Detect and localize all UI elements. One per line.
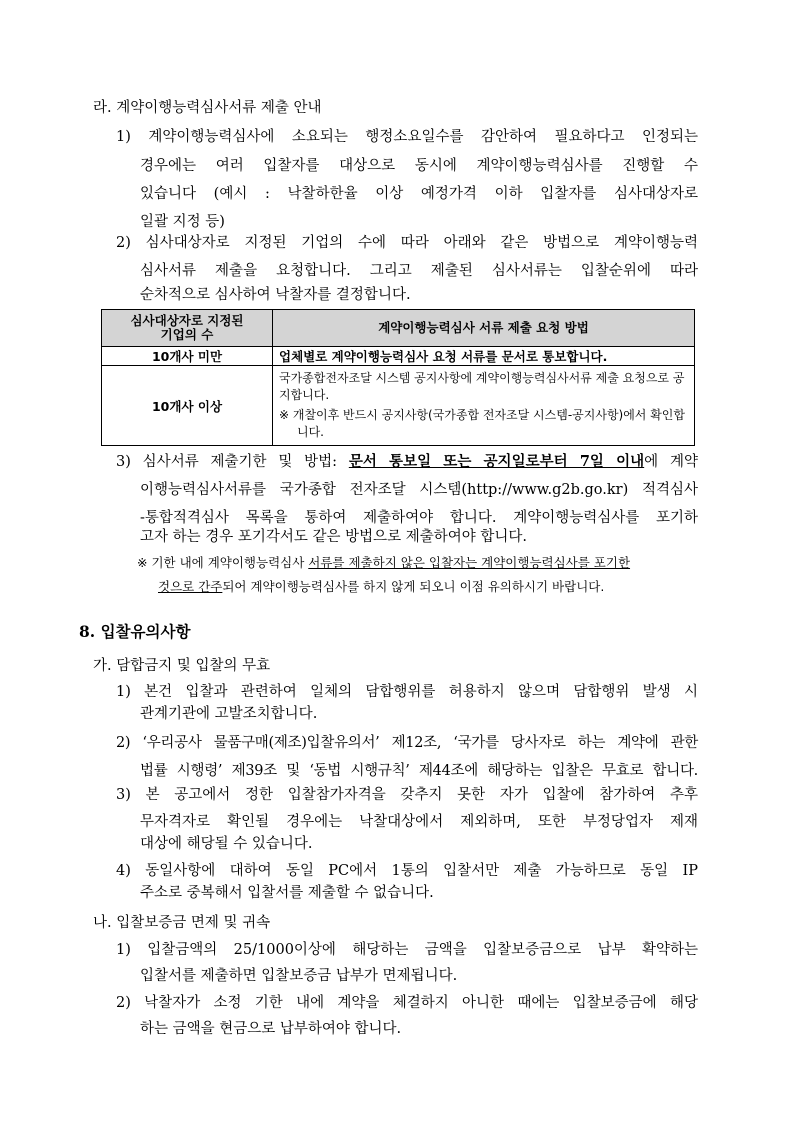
section-8-heading: 8. 입찰유의사항 — [79, 622, 191, 641]
ga-item1-line2: 관계기관에 고발조치합니다. — [140, 706, 318, 722]
ga-item4-line2: 주소로 중복해서 입찰서를 제출할 수 없습니다. — [140, 885, 434, 901]
ra-note-line2 — [158, 577, 604, 597]
ra-item3-line2: 이행능력심사서류를 국가종합 전자조달 시스템(http://www.g2b.go.kr) 적격심사 — [140, 482, 698, 498]
ga-item2-line2: 법률 시행령’ 제39조 및 ‘동법 시행규칙’ 제44조에 해당하는 입찰은 무효로 합니다. — [140, 763, 698, 779]
ra-item1-line4: 일괄 지정 등) — [140, 214, 225, 230]
row2-method — [273, 366, 695, 446]
row2-method-note: ※ 개찰이후 반드시 공지사항(국가종합 전자조달 시스템-공지사항)에서 확인합니다. — [279, 408, 685, 439]
header-col1-line1: 심사대상자로 지정된 — [130, 313, 244, 328]
row2-company-count: 10개사 이상 — [102, 366, 273, 446]
na-item1-line1: 1) 입찰금액의 25/1000이상에 해당하는 금액을 입찰보증금으로 납부 확약하는 — [116, 942, 698, 958]
ra-item3-line4: 고자 하는 경우 포기각서도 같은 방법으로 제출하여야 합니다. — [140, 529, 528, 545]
note-underlined-1: 서류를 제출하지 않은 입찰자는 계약이행능력심사를 포기한 — [308, 555, 631, 570]
item3-suffix: 에 계약 — [644, 454, 698, 470]
row1-method: 업체별로 계약이행능력심사 요청 서류를 문서로 통보합니다. — [273, 347, 695, 366]
ra-item1-line2: 경우에는 여러 입찰자를 대상으로 동시에 계약이행능력심사를 진행할 수 — [140, 158, 698, 174]
section-8-ga-heading: 가. 담합금지 및 입찰의 무효 — [93, 658, 271, 674]
ga-item3-line3: 대상에 해당될 수 있습니다. — [140, 836, 313, 852]
ra-item2-line3: 순차적으로 심사하여 낙찰자를 결정합니다. — [140, 287, 411, 303]
na-item2-line2: 하는 금액을 현금으로 납부하여야 합니다. — [140, 1021, 402, 1037]
note-underlined-2: 것으로 간주 — [158, 579, 223, 594]
section-ra-heading: 라. 계약이행능력심사서류 제출 안내 — [93, 100, 322, 116]
table-header-company-count — [102, 310, 273, 347]
ra-note-line1 — [137, 553, 630, 573]
row1-company-count: 10개사 미만 — [102, 347, 273, 366]
note-prefix: ※ 기한 내에 계약이행능력심사 — [137, 555, 309, 570]
row2-method-notice: 국가종합전자조달 시스템 공지사항에 계약이행능력심사서류 제출 요청으로 공지합니다. — [279, 371, 685, 402]
item3-prefix: 3) 심사서류 제출기한 및 방법: — [116, 454, 349, 470]
submission-method-table — [101, 309, 695, 446]
ra-item2-line1: 2) 심사대상자로 지정된 기업의 수에 따라 아래와 같은 방법으로 계약이행능력 — [116, 235, 698, 251]
section-8-na-heading: 나. 입찰보증금 면제 및 귀속 — [93, 915, 271, 931]
na-item2-line1: 2) 낙찰자가 소정 기한 내에 계약을 체결하지 아니한 때에는 입찰보증금에 해당 — [116, 995, 698, 1011]
ga-item3-line1: 3) 본 공고에서 정한 입찰참가자격을 갖추지 못한 자가 입찰에 참가하여 추후 — [116, 787, 698, 803]
ra-item2-line2: 심사서류 제출을 요청합니다. 그리고 제출된 심사서류는 입찰순위에 따라 — [140, 263, 698, 279]
na-item1-line2: 입찰서를 제출하면 입찰보증금 납부가 면제됩니다. — [140, 968, 458, 984]
ra-item3-line1 — [116, 452, 698, 472]
ra-item3-line3: -통합적격심사 목록을 통하여 제출하여야 합니다. 계약이행능력심사를 포기하 — [140, 510, 698, 526]
ra-item1-line3: 있습니다 (예시 : 낙찰하한율 이상 예정가격 이하 입찰자를 심사대상자로 — [140, 186, 698, 202]
table-header-method: 계약이행능력심사 서류 제출 요청 방법 — [273, 310, 695, 347]
header-col1-line2: 기업의 수 — [160, 327, 214, 342]
note-suffix: 되어 계약이행능력심사를 하지 않게 되오니 이점 유의하시기 바랍니다. — [222, 579, 605, 594]
item3-deadline-emphasis: 문서 통보일 또는 공지일로부터 7일 이내 — [348, 453, 645, 470]
ga-item2-line1: 2) ‘우리공사 물품구매(제조)입찰유의서’ 제12조, ‘국가를 당사자로 하는 계약에 관한 — [116, 735, 698, 751]
ga-item3-line2: 무자격자로 확인될 경우에는 낙찰대상에서 제외하며, 또한 부정당업자 제재 — [140, 814, 698, 830]
ga-item1-line1: 1) 본건 입찰과 관련하여 일체의 담합행위를 허용하지 않으며 담합행위 발생 시 — [116, 684, 698, 700]
ga-item4-line1: 4) 동일사항에 대하여 동일 PC에서 1통의 입찰서만 제출 가능하므로 동일 IP — [116, 863, 698, 879]
ra-item1-line1: 1) 계약이행능력심사에 소요되는 행정소요일수를 감안하여 필요하다고 인정되는 — [116, 129, 698, 145]
